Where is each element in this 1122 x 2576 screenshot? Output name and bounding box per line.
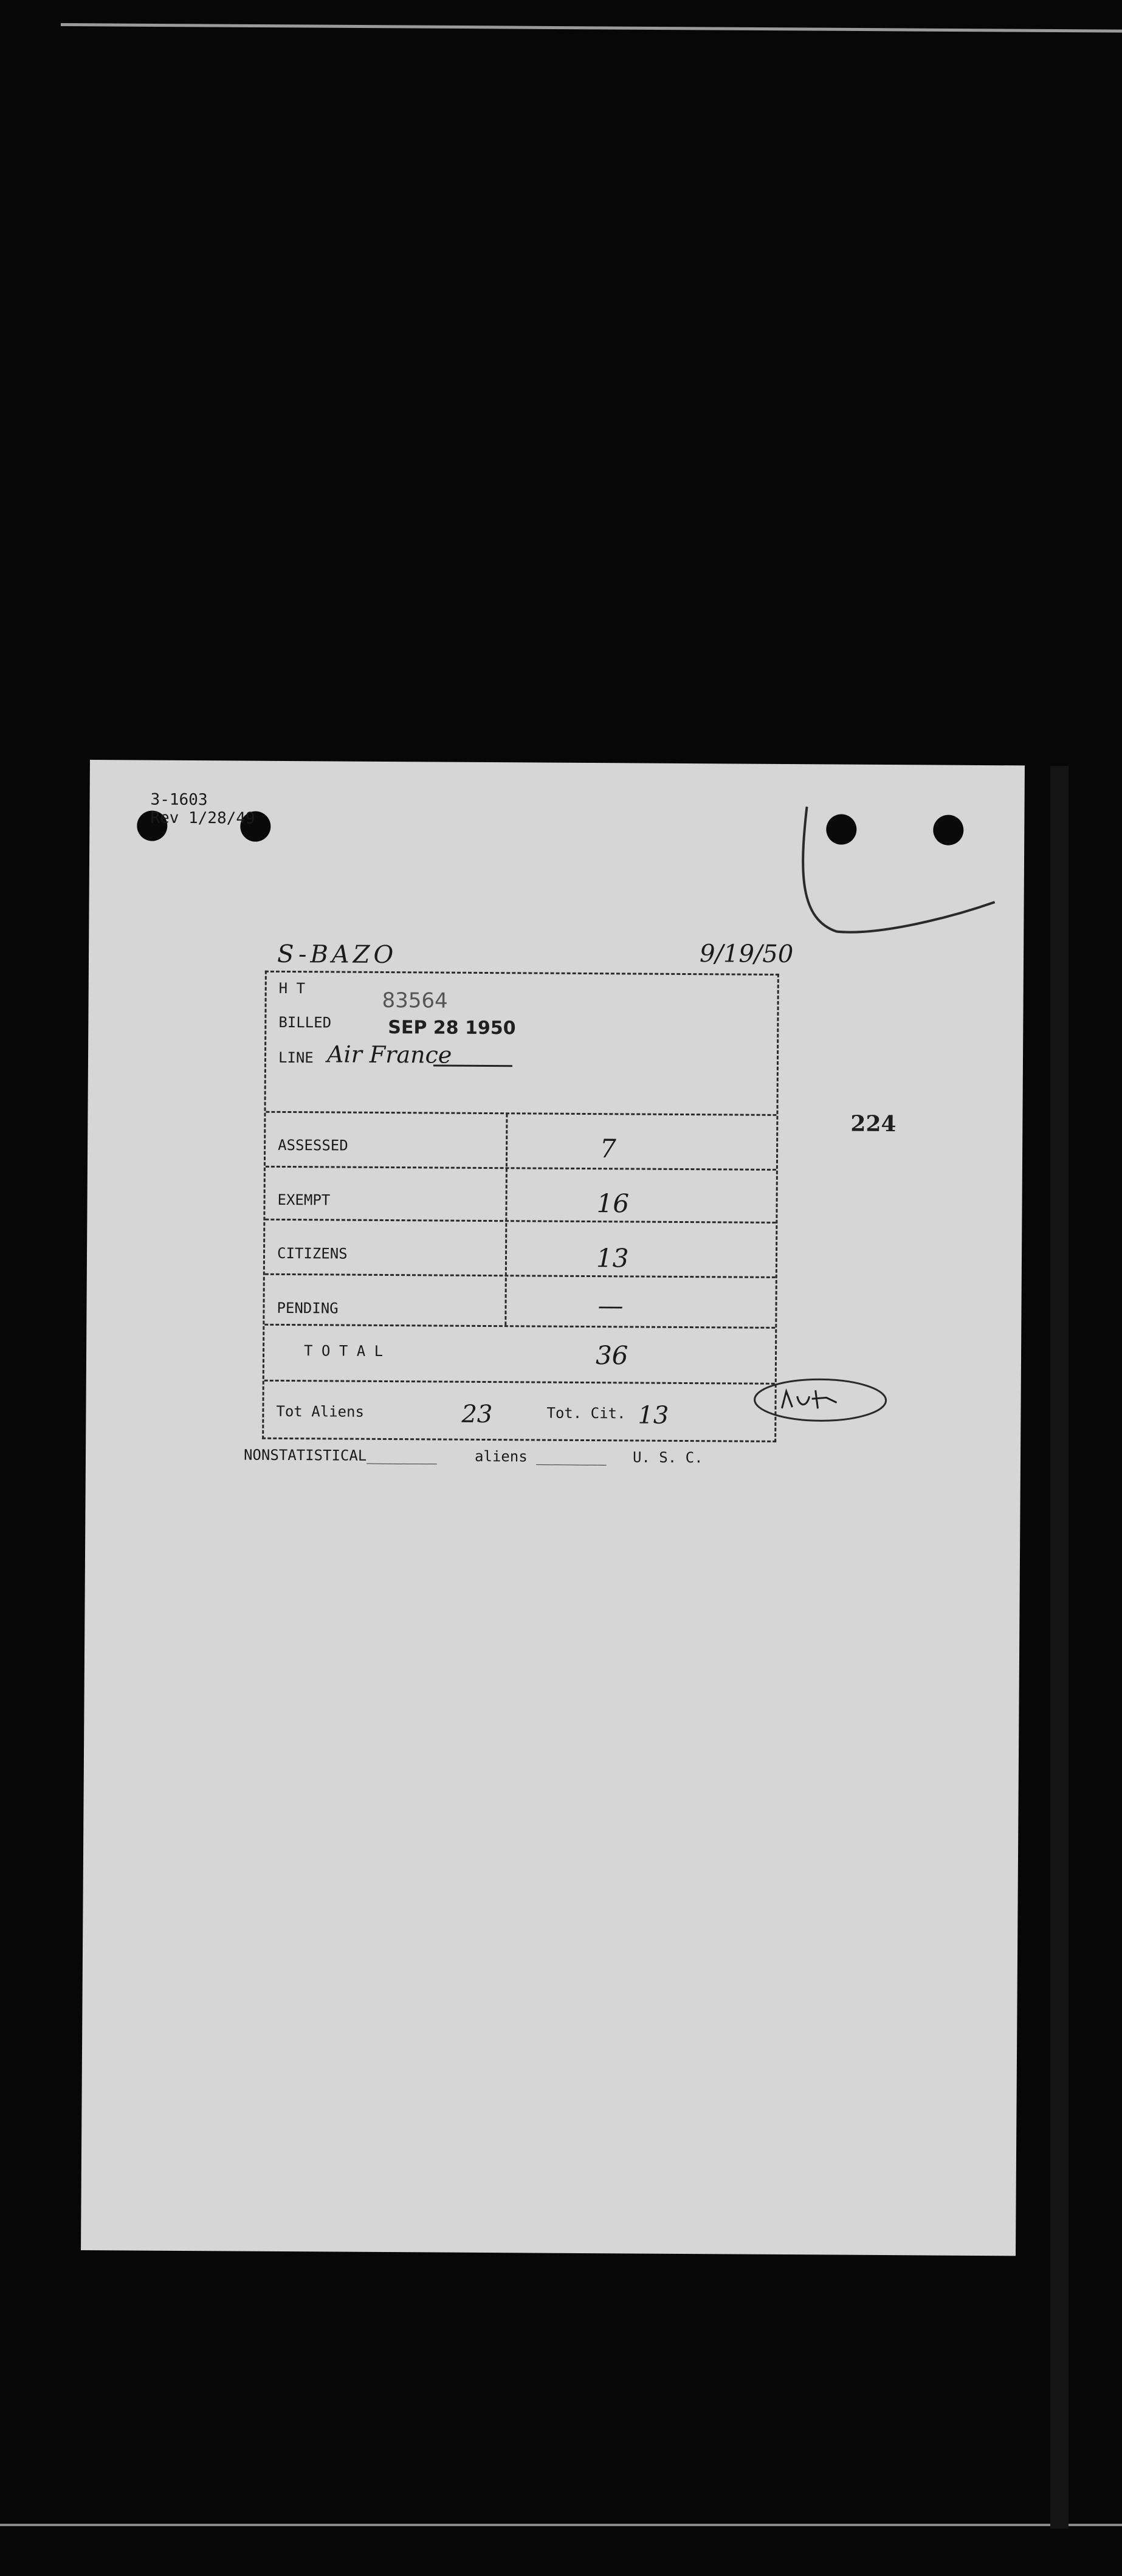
film-edge-line — [0, 2524, 1122, 2526]
tot-aliens-label: Tot Aliens — [276, 1402, 365, 1421]
billed-label: BILLED — [278, 1013, 332, 1031]
divider — [264, 1324, 775, 1329]
usc-label: U. S. C. — [632, 1448, 703, 1467]
assessed-value: 7 — [599, 1134, 616, 1164]
pending-value: — — [597, 1290, 624, 1321]
billed-date-stamp: SEP 28 1950 — [388, 1017, 516, 1039]
film-edge-line — [61, 23, 1122, 33]
total-value: 36 — [595, 1340, 628, 1371]
form-number: 3-1603 — [150, 790, 208, 810]
divider — [264, 1380, 775, 1385]
divider — [265, 1273, 776, 1278]
pen-stroke-mark — [794, 801, 1002, 960]
divider — [266, 1166, 776, 1171]
pending-label: PENDING — [277, 1299, 339, 1317]
initials-scribble-mark — [748, 1372, 895, 1433]
tot-cit-label: Tot. Cit. — [546, 1404, 626, 1422]
exempt-value: 16 — [596, 1188, 630, 1219]
form-revision: Rev 1/28/49 — [150, 808, 255, 828]
manifest-box — [262, 971, 779, 1442]
citizens-label: CITIZENS — [277, 1244, 348, 1262]
ht-label: H T — [278, 979, 306, 997]
film-edge-shadow — [1050, 766, 1069, 2529]
tot-aliens-value: 23 — [461, 1400, 493, 1429]
document-page — [81, 760, 1025, 2256]
exempt-label: EXEMPT — [277, 1191, 331, 1209]
header-code: S-BAZO — [277, 940, 398, 969]
ht-number: 83564 — [382, 988, 448, 1013]
page-number: 224 — [850, 1111, 897, 1137]
line-label: LINE — [278, 1049, 314, 1067]
tot-cit-value: 13 — [638, 1401, 669, 1430]
total-label: T O T A L — [303, 1342, 384, 1360]
handwritten-date: 9/19/50 — [699, 940, 794, 969]
divider — [265, 1219, 776, 1224]
line-value: Air France — [326, 1041, 452, 1069]
nonstatistical-label: NONSTATISTICAL________ — [243, 1446, 437, 1465]
divider — [266, 1111, 776, 1116]
aliens-label: aliens ________ — [474, 1447, 607, 1466]
citizens-value: 13 — [596, 1243, 629, 1273]
assessed-label: ASSESSED — [278, 1136, 348, 1154]
